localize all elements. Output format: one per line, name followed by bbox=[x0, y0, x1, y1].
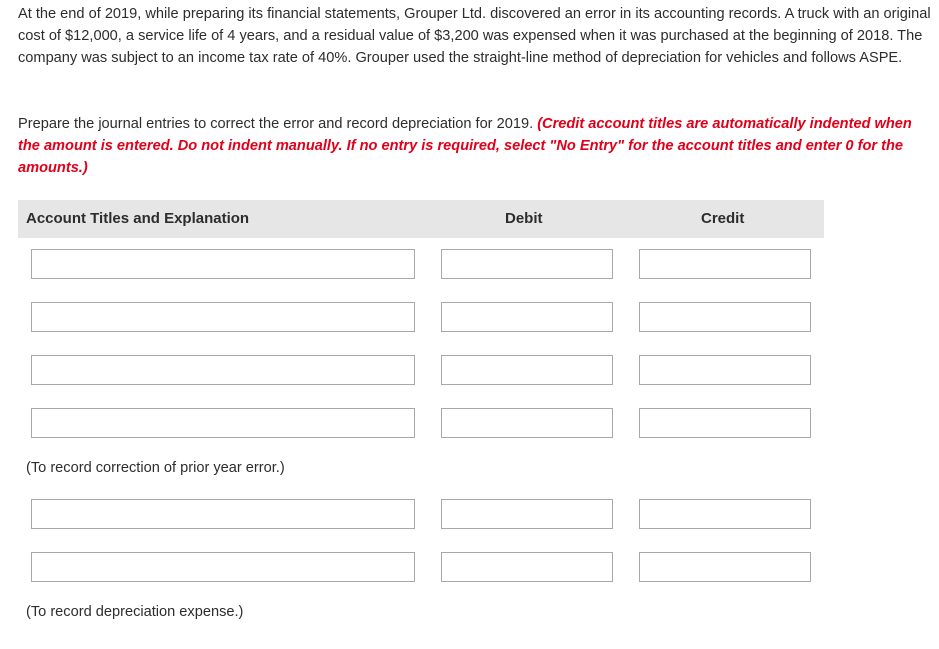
account-title-field[interactable] bbox=[31, 355, 415, 385]
instruction-note: (Credit account titles are automatically indented when the amount is entered. Do not indent manually. If no entry is required, select "No Entry" for the account titles and enter 0 for the amounts.) bbox=[18, 116, 912, 176]
entry-explanation-depreciation: (To record depreciation expense.) bbox=[26, 604, 244, 620]
entry-explanation-correction: (To record correction of prior year error.) bbox=[26, 460, 285, 476]
instruction-text: Prepare the journal entries to correct the error and record depreciation for 2019. bbox=[18, 116, 534, 132]
account-title-field[interactable] bbox=[31, 249, 415, 279]
credit-field[interactable] bbox=[639, 499, 811, 529]
account-title-field[interactable] bbox=[31, 552, 415, 582]
account-title-field[interactable] bbox=[31, 499, 415, 529]
debit-field[interactable] bbox=[441, 302, 613, 332]
header-debit: Debit bbox=[505, 210, 543, 227]
debit-field[interactable] bbox=[441, 408, 613, 438]
credit-field[interactable] bbox=[639, 249, 811, 279]
account-title-field[interactable] bbox=[31, 302, 415, 332]
header-credit: Credit bbox=[701, 210, 745, 227]
table-header bbox=[18, 200, 824, 238]
problem-statement: At the end of 2019, while preparing its financial statements, Grouper Ltd. discovered an error in its accounting records. A truck with an original cost of $12,000, a service life of 4 years, and a residual value of $3,200 was expensed when it was purchased at the beginning of 2018. The company was subject to an income tax rate of 40%. Grouper used the straight-line method of depreciation for vehicles and follows ASPE. bbox=[18, 6, 931, 66]
account-title-field[interactable] bbox=[31, 408, 415, 438]
credit-field[interactable] bbox=[639, 552, 811, 582]
credit-field[interactable] bbox=[639, 355, 811, 385]
debit-field[interactable] bbox=[441, 499, 613, 529]
credit-field[interactable] bbox=[639, 302, 811, 332]
debit-field[interactable] bbox=[441, 552, 613, 582]
debit-field[interactable] bbox=[441, 249, 613, 279]
instructions bbox=[18, 113, 933, 179]
debit-field[interactable] bbox=[441, 355, 613, 385]
header-account-titles: Account Titles and Explanation bbox=[26, 210, 250, 227]
credit-field[interactable] bbox=[639, 408, 811, 438]
